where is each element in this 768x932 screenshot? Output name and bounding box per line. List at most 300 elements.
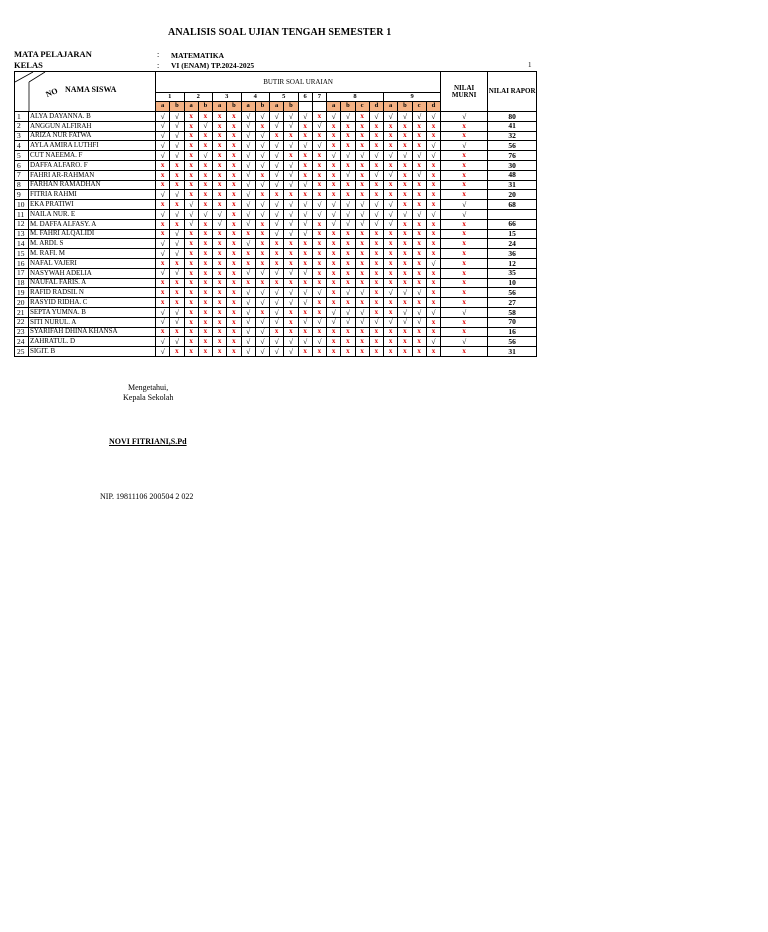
- check-mark: √: [241, 170, 255, 180]
- cross-mark: x: [184, 327, 198, 337]
- check-mark: √: [298, 112, 312, 122]
- check-mark: √: [426, 209, 440, 219]
- student-name: NASYWAH ADELIA: [29, 268, 156, 278]
- check-mark: √: [298, 209, 312, 219]
- cross-mark: x: [384, 239, 398, 249]
- check-mark: √: [170, 209, 184, 219]
- question-sub-label: a: [213, 102, 227, 112]
- table-row: [15, 160, 537, 170]
- cross-mark: x: [198, 317, 212, 327]
- student-name: SIGIT. B: [29, 347, 156, 357]
- cross-mark: x: [198, 337, 212, 347]
- check-mark: √: [284, 170, 298, 180]
- check-mark: √: [270, 209, 284, 219]
- cross-mark: x: [441, 327, 488, 337]
- check-mark: √: [355, 200, 369, 210]
- check-mark: √: [170, 268, 184, 278]
- check-mark: √: [270, 298, 284, 308]
- cross-mark: x: [170, 288, 184, 298]
- check-mark: √: [170, 141, 184, 151]
- table-row: [15, 307, 537, 317]
- cross-mark: x: [341, 190, 355, 200]
- cross-mark: x: [198, 170, 212, 180]
- check-mark: √: [341, 209, 355, 219]
- question-number: 2: [184, 93, 213, 102]
- class-value: VI (ENAM) TP.2024-2025: [171, 61, 255, 70]
- check-mark: √: [284, 298, 298, 308]
- check-mark: √: [213, 219, 227, 229]
- cross-mark: x: [355, 258, 369, 268]
- cross-mark: x: [213, 141, 227, 151]
- check-mark: √: [298, 337, 312, 347]
- cross-mark: x: [369, 160, 383, 170]
- check-mark: √: [270, 288, 284, 298]
- cross-mark: x: [398, 249, 412, 259]
- cross-mark: x: [213, 239, 227, 249]
- nilai-murni-value: 15: [488, 229, 537, 239]
- check-mark: √: [170, 229, 184, 239]
- student-name: ANGGUN ALFIRAH: [29, 121, 156, 131]
- table-row: [15, 288, 537, 298]
- cross-mark: x: [184, 239, 198, 249]
- nilai-murni-value: 16: [488, 327, 537, 337]
- check-mark: √: [270, 112, 284, 122]
- cross-mark: x: [213, 151, 227, 161]
- check-mark: √: [156, 190, 170, 200]
- cross-mark: x: [270, 190, 284, 200]
- cross-mark: x: [412, 200, 426, 210]
- cross-mark: x: [369, 327, 383, 337]
- cross-mark: x: [412, 141, 426, 151]
- check-mark: √: [255, 317, 269, 327]
- cross-mark: x: [312, 347, 326, 357]
- cross-mark: x: [270, 239, 284, 249]
- cross-mark: x: [298, 278, 312, 288]
- header-name-label: NAMA SISWA: [65, 85, 117, 94]
- cross-mark: x: [426, 190, 440, 200]
- header-nilai-murni: NILAI MURNI: [441, 72, 488, 112]
- check-mark: √: [241, 141, 255, 151]
- cross-mark: x: [156, 200, 170, 210]
- subject-colon: :: [157, 50, 160, 59]
- check-mark: √: [284, 288, 298, 298]
- cross-mark: x: [355, 298, 369, 308]
- cross-mark: x: [198, 347, 212, 357]
- check-mark: √: [156, 249, 170, 259]
- check-mark: √: [355, 288, 369, 298]
- cross-mark: x: [213, 307, 227, 317]
- student-number: 7: [15, 170, 29, 180]
- cross-mark: x: [298, 327, 312, 337]
- check-mark: √: [298, 268, 312, 278]
- check-mark: √: [441, 141, 488, 151]
- check-mark: √: [327, 307, 341, 317]
- header-nilai-rapor: NILAI RAPOR: [488, 72, 537, 112]
- cross-mark: x: [184, 141, 198, 151]
- cross-mark: x: [384, 298, 398, 308]
- cross-mark: x: [255, 258, 269, 268]
- cross-mark: x: [341, 160, 355, 170]
- check-mark: √: [341, 151, 355, 161]
- cross-mark: x: [184, 258, 198, 268]
- cross-mark: x: [284, 131, 298, 141]
- table-row: [15, 200, 537, 210]
- student-name: FAHRI AR-RAHMAN: [29, 170, 156, 180]
- table-row: [15, 190, 537, 200]
- check-mark: √: [184, 200, 198, 210]
- cross-mark: x: [227, 112, 241, 122]
- cross-mark: x: [412, 327, 426, 337]
- check-mark: √: [284, 219, 298, 229]
- cross-mark: x: [284, 278, 298, 288]
- cross-mark: x: [426, 239, 440, 249]
- cross-mark: x: [384, 307, 398, 317]
- cross-mark: x: [369, 298, 383, 308]
- cross-mark: x: [398, 298, 412, 308]
- cross-mark: x: [369, 229, 383, 239]
- cross-mark: x: [355, 268, 369, 278]
- check-mark: √: [284, 268, 298, 278]
- cross-mark: x: [241, 229, 255, 239]
- cross-mark: x: [213, 288, 227, 298]
- table-row: [15, 170, 537, 180]
- cross-mark: x: [156, 327, 170, 337]
- cross-mark: x: [441, 121, 488, 131]
- cross-mark: x: [426, 288, 440, 298]
- check-mark: √: [241, 288, 255, 298]
- cross-mark: x: [398, 239, 412, 249]
- cross-mark: x: [355, 239, 369, 249]
- cross-mark: x: [312, 307, 326, 317]
- check-mark: √: [298, 141, 312, 151]
- cross-mark: x: [184, 347, 198, 357]
- cross-mark: x: [441, 239, 488, 249]
- check-mark: √: [255, 298, 269, 308]
- cross-mark: x: [156, 288, 170, 298]
- cross-mark: x: [213, 170, 227, 180]
- cross-mark: x: [298, 160, 312, 170]
- cross-mark: x: [384, 258, 398, 268]
- cross-mark: x: [441, 170, 488, 180]
- check-mark: √: [270, 170, 284, 180]
- cross-mark: x: [184, 288, 198, 298]
- cross-mark: x: [412, 258, 426, 268]
- check-mark: √: [426, 307, 440, 317]
- cross-mark: x: [227, 317, 241, 327]
- cross-mark: x: [213, 190, 227, 200]
- check-mark: √: [327, 317, 341, 327]
- check-mark: √: [156, 307, 170, 317]
- student-name: AYLA AMIRA LUTHFI: [29, 141, 156, 151]
- cross-mark: x: [426, 229, 440, 239]
- cross-mark: x: [170, 327, 184, 337]
- cross-mark: x: [398, 160, 412, 170]
- question-number: 4: [241, 93, 270, 102]
- cross-mark: x: [213, 337, 227, 347]
- check-mark: √: [284, 121, 298, 131]
- question-sub-label: [298, 102, 312, 112]
- cross-mark: x: [398, 229, 412, 239]
- question-sub-label: b: [255, 102, 269, 112]
- cross-mark: x: [213, 160, 227, 170]
- check-mark: √: [241, 180, 255, 190]
- student-number: 19: [15, 288, 29, 298]
- cross-mark: x: [426, 317, 440, 327]
- cross-mark: x: [426, 219, 440, 229]
- cross-mark: x: [426, 131, 440, 141]
- check-mark: √: [384, 200, 398, 210]
- table-row: [15, 347, 537, 357]
- cross-mark: x: [227, 337, 241, 347]
- cross-mark: x: [327, 327, 341, 337]
- check-mark: √: [355, 219, 369, 229]
- check-mark: √: [384, 209, 398, 219]
- cross-mark: x: [312, 298, 326, 308]
- cross-mark: x: [312, 249, 326, 259]
- student-number: 12: [15, 219, 29, 229]
- check-mark: √: [341, 112, 355, 122]
- student-name: M. FAHRI ALQALIDI: [29, 229, 156, 239]
- cross-mark: x: [327, 160, 341, 170]
- cross-mark: x: [341, 278, 355, 288]
- cross-mark: x: [184, 278, 198, 288]
- cross-mark: x: [213, 200, 227, 210]
- student-number: 5: [15, 151, 29, 161]
- nilai-murni-value: 56: [488, 288, 537, 298]
- check-mark: √: [270, 307, 284, 317]
- cross-mark: x: [412, 278, 426, 288]
- cross-mark: x: [369, 190, 383, 200]
- cross-mark: x: [398, 121, 412, 131]
- cross-mark: x: [369, 180, 383, 190]
- student-number: 23: [15, 327, 29, 337]
- check-mark: √: [341, 307, 355, 317]
- cross-mark: x: [170, 180, 184, 190]
- check-mark: √: [426, 337, 440, 347]
- cross-mark: x: [170, 347, 184, 357]
- check-mark: √: [284, 180, 298, 190]
- check-mark: √: [298, 288, 312, 298]
- cross-mark: x: [355, 327, 369, 337]
- cross-mark: x: [369, 278, 383, 288]
- cross-mark: x: [426, 160, 440, 170]
- check-mark: √: [412, 307, 426, 317]
- student-name: EKA PRATIWI: [29, 200, 156, 210]
- cross-mark: x: [227, 141, 241, 151]
- cross-mark: x: [213, 347, 227, 357]
- cross-mark: x: [355, 141, 369, 151]
- cross-mark: x: [369, 141, 383, 151]
- student-number: 20: [15, 298, 29, 308]
- nilai-murni-value: 27: [488, 298, 537, 308]
- check-mark: √: [241, 151, 255, 161]
- cross-mark: x: [198, 249, 212, 259]
- cross-mark: x: [441, 151, 488, 161]
- question-sub-label: c: [355, 102, 369, 112]
- cross-mark: x: [426, 278, 440, 288]
- cross-mark: x: [355, 180, 369, 190]
- check-mark: √: [398, 209, 412, 219]
- nilai-murni-value: 24: [488, 239, 537, 249]
- cross-mark: x: [355, 160, 369, 170]
- cross-mark: x: [184, 112, 198, 122]
- check-mark: √: [312, 337, 326, 347]
- cross-mark: x: [398, 337, 412, 347]
- cross-mark: x: [156, 180, 170, 190]
- cross-mark: x: [227, 298, 241, 308]
- question-number: 7: [312, 93, 326, 102]
- acknowledged-text: Mengetahui,: [128, 383, 169, 392]
- table-row: [15, 317, 537, 327]
- cross-mark: x: [384, 327, 398, 337]
- table-row: [15, 112, 537, 122]
- cross-mark: x: [184, 190, 198, 200]
- check-mark: √: [312, 121, 326, 131]
- check-mark: √: [312, 317, 326, 327]
- cross-mark: x: [170, 170, 184, 180]
- question-sub-label: a: [327, 102, 341, 112]
- nilai-murni-value: 76: [488, 151, 537, 161]
- check-mark: √: [241, 200, 255, 210]
- cross-mark: x: [312, 278, 326, 288]
- check-mark: √: [255, 327, 269, 337]
- cross-mark: x: [426, 298, 440, 308]
- table-row: [15, 151, 537, 161]
- cross-mark: x: [327, 190, 341, 200]
- check-mark: √: [441, 337, 488, 347]
- cross-mark: x: [312, 327, 326, 337]
- check-mark: √: [156, 151, 170, 161]
- check-mark: √: [412, 288, 426, 298]
- cross-mark: x: [312, 239, 326, 249]
- check-mark: √: [398, 151, 412, 161]
- cross-mark: x: [198, 278, 212, 288]
- check-mark: √: [270, 141, 284, 151]
- check-mark: √: [384, 288, 398, 298]
- table-row: [15, 258, 537, 268]
- cross-mark: x: [369, 288, 383, 298]
- student-name: NAUFAL FARIS. A: [29, 278, 156, 288]
- cross-mark: x: [355, 121, 369, 131]
- cross-mark: x: [441, 131, 488, 141]
- cross-mark: x: [298, 258, 312, 268]
- cross-mark: x: [398, 268, 412, 278]
- student-number: 18: [15, 278, 29, 288]
- question-sub-label: d: [426, 102, 440, 112]
- cross-mark: x: [184, 121, 198, 131]
- check-mark: √: [284, 200, 298, 210]
- table-row: [15, 337, 537, 347]
- cross-mark: x: [213, 249, 227, 259]
- cross-mark: x: [341, 121, 355, 131]
- cross-mark: x: [198, 141, 212, 151]
- cross-mark: x: [170, 200, 184, 210]
- check-mark: √: [270, 229, 284, 239]
- cross-mark: x: [312, 170, 326, 180]
- cross-mark: x: [441, 249, 488, 259]
- check-mark: √: [384, 151, 398, 161]
- table-row: [15, 249, 537, 259]
- cross-mark: x: [213, 112, 227, 122]
- cross-mark: x: [198, 229, 212, 239]
- cross-mark: x: [426, 170, 440, 180]
- cross-mark: x: [213, 327, 227, 337]
- nilai-murni-value: [488, 209, 537, 219]
- check-mark: √: [255, 337, 269, 347]
- check-mark: √: [213, 209, 227, 219]
- cross-mark: x: [298, 307, 312, 317]
- check-mark: √: [170, 112, 184, 122]
- check-mark: √: [426, 141, 440, 151]
- check-mark: √: [156, 239, 170, 249]
- cross-mark: x: [412, 180, 426, 190]
- cross-mark: x: [284, 258, 298, 268]
- cross-mark: x: [355, 131, 369, 141]
- student-number: 1: [15, 112, 29, 122]
- check-mark: √: [341, 170, 355, 180]
- cross-mark: x: [227, 200, 241, 210]
- check-mark: √: [270, 180, 284, 190]
- cross-mark: x: [312, 219, 326, 229]
- cross-mark: x: [355, 337, 369, 347]
- cross-mark: x: [426, 121, 440, 131]
- student-number: 17: [15, 268, 29, 278]
- check-mark: √: [284, 229, 298, 239]
- cross-mark: x: [227, 151, 241, 161]
- nilai-murni-value: 10: [488, 278, 537, 288]
- check-mark: √: [284, 160, 298, 170]
- check-mark: √: [341, 317, 355, 327]
- check-mark: √: [341, 219, 355, 229]
- cross-mark: x: [284, 190, 298, 200]
- check-mark: √: [426, 151, 440, 161]
- check-mark: √: [412, 151, 426, 161]
- table-row: [15, 268, 537, 278]
- check-mark: √: [298, 180, 312, 190]
- check-mark: √: [298, 229, 312, 239]
- check-mark: √: [369, 200, 383, 210]
- student-name: FARHAN RAMADHAN: [29, 180, 156, 190]
- check-mark: √: [298, 200, 312, 210]
- cross-mark: x: [341, 347, 355, 357]
- check-mark: √: [355, 317, 369, 327]
- check-mark: √: [270, 160, 284, 170]
- student-name: RAFID RADSIL N: [29, 288, 156, 298]
- check-mark: √: [241, 209, 255, 219]
- cross-mark: x: [312, 151, 326, 161]
- cross-mark: x: [355, 249, 369, 259]
- nilai-murni-value: 30: [488, 160, 537, 170]
- cross-mark: x: [184, 249, 198, 259]
- student-name: FITRIA RAHMI: [29, 190, 156, 200]
- cross-mark: x: [227, 288, 241, 298]
- nilai-murni-value: 80: [488, 112, 537, 122]
- cross-mark: x: [327, 258, 341, 268]
- cross-mark: x: [255, 121, 269, 131]
- cross-mark: x: [398, 190, 412, 200]
- cross-mark: x: [384, 268, 398, 278]
- check-mark: √: [398, 288, 412, 298]
- table-row: [15, 278, 537, 288]
- cross-mark: x: [227, 229, 241, 239]
- cross-mark: x: [255, 219, 269, 229]
- cross-mark: x: [341, 298, 355, 308]
- student-number: 22: [15, 317, 29, 327]
- question-sub-label: a: [156, 102, 170, 112]
- check-mark: √: [270, 200, 284, 210]
- principal-position: Kepala Sekolah: [123, 393, 174, 402]
- cross-mark: x: [270, 249, 284, 259]
